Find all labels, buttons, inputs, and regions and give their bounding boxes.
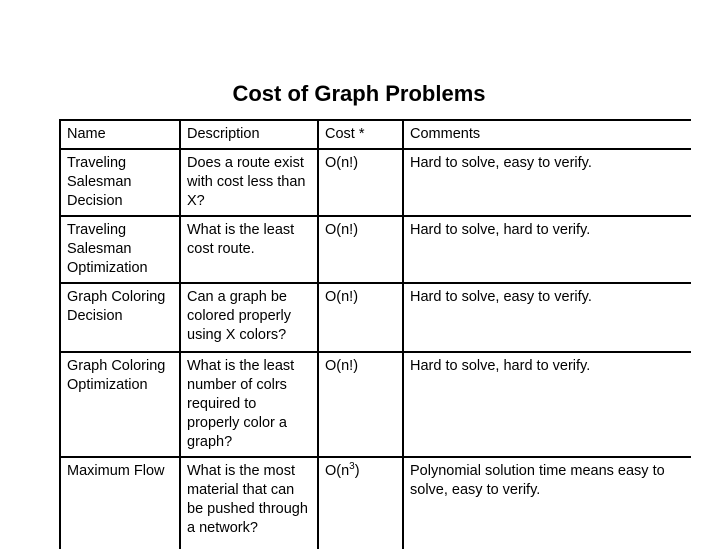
cell-comments: Hard to solve, hard to verify. bbox=[403, 352, 691, 457]
cell-description: Can a graph be colored properly using X colors? bbox=[180, 283, 318, 352]
cell-name: Traveling Salesman Optimization bbox=[60, 216, 180, 283]
page-title: Cost of Graph Problems bbox=[232, 81, 486, 106]
cell-cost: O(n!) bbox=[318, 283, 403, 352]
cell-cost: O(n!) bbox=[318, 352, 403, 457]
header-description: Description bbox=[180, 120, 318, 149]
cell-name: Maximum Flow bbox=[60, 457, 180, 549]
cell-cost: O(n!) bbox=[318, 149, 403, 216]
cell-comments: Hard to solve, hard to verify. bbox=[403, 216, 691, 283]
cell-description: Does a route exist with cost less than X? bbox=[180, 149, 318, 216]
cost-exponent: 3 bbox=[349, 461, 355, 473]
header-name: Name bbox=[60, 120, 180, 149]
cell-comments: Polynomial solution time means easy to solve, easy to verify. bbox=[403, 457, 691, 549]
cell-cost: O(n!) bbox=[318, 216, 403, 283]
table-row bbox=[60, 216, 691, 283]
header-comments: Comments bbox=[403, 120, 691, 149]
table-container bbox=[59, 119, 691, 549]
cell-name: Graph Coloring Optimization bbox=[60, 352, 180, 457]
table-row bbox=[60, 352, 691, 457]
cost-base: O(n bbox=[325, 463, 350, 479]
table-row bbox=[60, 457, 691, 549]
cost-close: ) bbox=[354, 463, 360, 479]
cell-comments: Hard to solve, easy to verify. bbox=[403, 283, 691, 352]
cell-cost bbox=[318, 457, 403, 549]
header-cost: Cost * bbox=[318, 120, 403, 149]
table-row bbox=[60, 283, 691, 352]
cell-name: Traveling Salesman Decision bbox=[60, 149, 180, 216]
cell-name: Graph Coloring Decision bbox=[60, 283, 180, 352]
cell-description: What is the most material that can be pushed through a network? bbox=[180, 457, 318, 549]
cell-description: What is the least cost route. bbox=[180, 216, 318, 283]
table-row bbox=[60, 149, 691, 216]
table-header-row bbox=[60, 120, 691, 149]
cell-description: What is the least number of colrs required to properly color a graph? bbox=[180, 352, 318, 457]
graph-problems-table bbox=[59, 119, 691, 549]
cell-comments: Hard to solve, easy to verify. bbox=[403, 149, 691, 216]
